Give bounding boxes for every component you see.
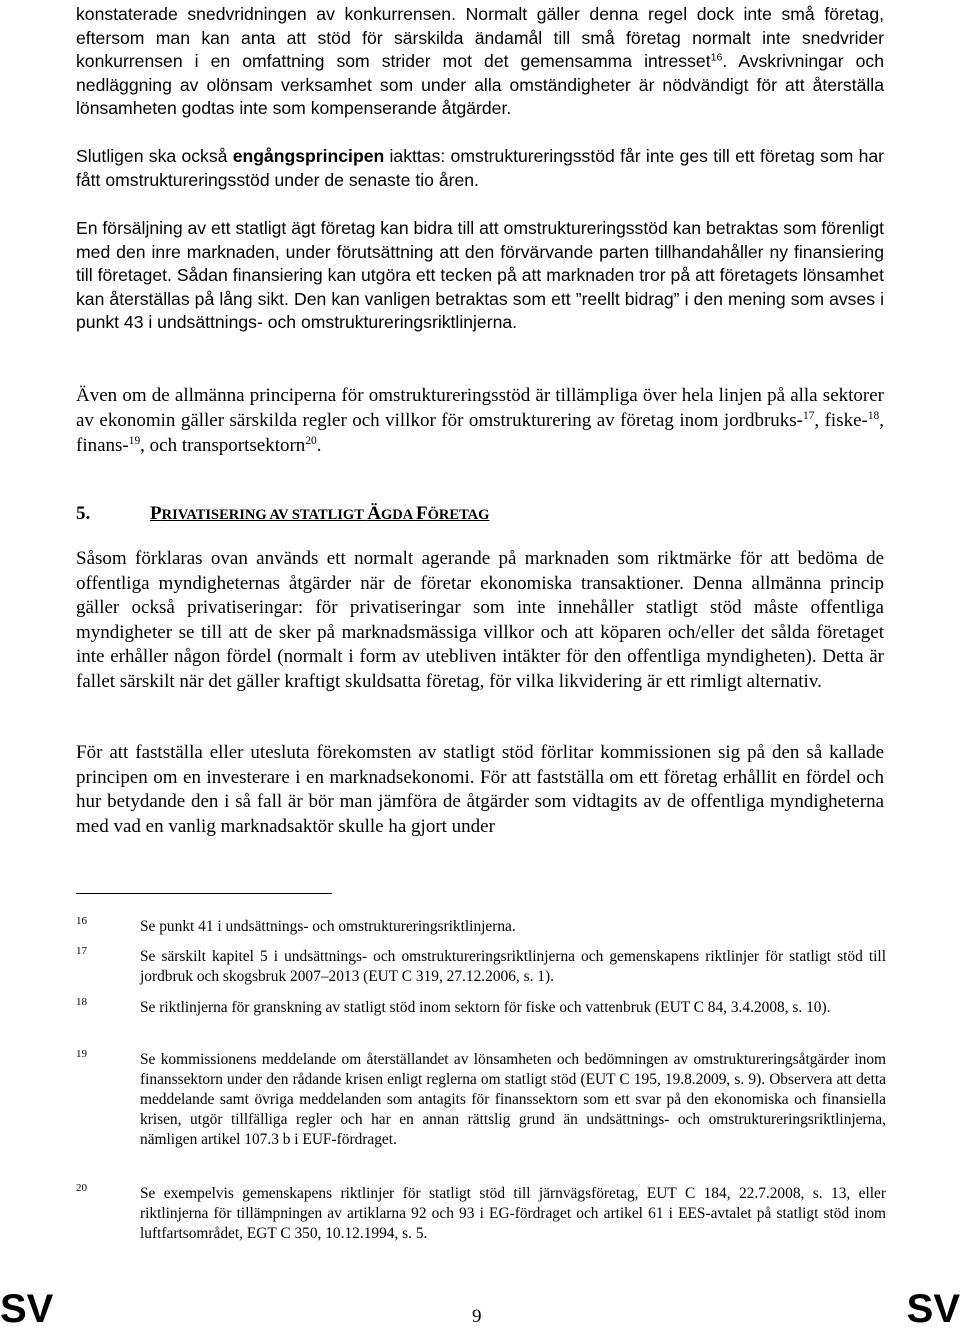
footnote-text: Se exempelvis gemenskapens riktlinjer för statligt stöd till järnvägsföretag, EUT C 184, 22.7.2008, s. 13, eller riktlinjerna för tillämpningen av artiklarna 92 och 93 i EG-fördraget och artikel 61 i EES-avtalet på statligt stöd inom luftfartsområdet, EGT C 350, 10.12.1994, s. 5. <box>140 1185 886 1242</box>
footnote-number: 19 <box>76 1048 87 1060</box>
paragraph-6: För att fastställa eller utesluta förekomsten av statligt stöd förlitar kommissionen sig på den så kallade principen om en investerare i en marknadsekonomi. För att fastställa om ett företag erhållit en fördel och hur betydande den i så fall är bör man jämföra de åtgärder som vidtagits av de offentliga myndigheterna med vad en vanlig marknadsaktör skulle ha gjort under <box>76 742 884 837</box>
paragraph-4: Även om de allmänna principerna för omstruktureringsstöd är tillämpliga över hela linjen på alla sektorer av ekonomin gäller särskilda regler och villkor för omstrukturering av företag inom jordbruks-$^{17}$, fiske-$^{18}$, finans-$^{19}$, och transportsektorn$^{20}$. <box>76 385 884 456</box>
footnote-text: Se riktlinjerna för granskning av statligt stöd inom sektorn för fiske och vattenbruk (EUT C 84, 3.4.2008, s. 10). <box>140 999 831 1016</box>
footnote-number: 18 <box>76 996 87 1008</box>
paragraph-2: Slutligen ska också engångsprincipen iakttas: omstruktureringsstöd får inte ges till ett företag som har fått omstruktureringsstöd under de senaste tio åren. <box>76 146 884 190</box>
page-number: 9 <box>472 1306 482 1327</box>
footnote-number: 16 <box>76 915 87 927</box>
footnote-divider <box>76 893 332 894</box>
footnote-ref-17: 17 <box>803 410 815 423</box>
section-title: PRIVATISERING AV STATLIGT ÄGDA FÖRETAG <box>150 503 490 524</box>
paragraph-1: konstaterade snedvridningen av konkurrensen. Normalt gäller denna regel dock inte små företag, eftersom man kan anta att stöd för särskilda ändamål till små företag normalt inte snedvrider konkurrensen i en omfattning som strider mot det gemensamma intresset$^{16}$. Avskrivningar och nedläggning av olönsam verksamhet som under alla omständigheter är nödvändigt för att återställa lönsamheten godtas inte som kompenserande åtgärder. <box>76 4 884 118</box>
footnote-text: Se punkt 41 i undsättnings- och omstruktureringsriktlinjerna. <box>140 918 516 935</box>
section-heading <box>76 502 884 527</box>
section-number: 5. <box>76 503 91 524</box>
footnote-text: Se särskilt kapitel 5 i undsättnings- och omstruktureringsriktlinjerna och gemenskapens riktlinjer för statligt stöd till jordbruk och skogsbruk 2007–2013 (EUT C 319, 27.12.2006, s. 1). <box>140 948 886 985</box>
footnote-number: 20 <box>76 1182 87 1194</box>
footnote-ref-19: 19 <box>128 435 141 448</box>
emphasized-term: engångsprincipen <box>232 146 385 166</box>
language-code-left: SV <box>0 1287 54 1331</box>
paragraph-5: Såsom förklaras ovan används ett normalt agerande på marknaden som riktmärke för att bedöma de offentliga myndigheternas åtgärder när de företar ekonomiska transaktioner. Denna allmänna princip gäller också privatiseringar: för privatiseringar som inte innehåller statligt stöd måste offentliga myndigheter se till att de sker på marknadsmässiga villkor och att köparen och/eller det sålda företaget inte erhåller någon fördel (normalt i form av utebliven intäkter för den offentliga myndigheten). Detta är fallet särskilt när det gäller kraftigt skuldsatta företag, för vilka likvidering är ett rimligt alternativ. <box>76 548 884 692</box>
footnote-ref-18: 18 <box>867 410 880 423</box>
footnote-number: 17 <box>76 945 87 957</box>
paragraph-3: En försäljning av ett statligt ägt företag kan bidra till att omstruktureringsstöd kan betraktas som förenligt med den inre marknaden, under förutsättning att den förvärvande parten tillhandahåller ny finansiering till företaget. Sådan finansiering kan utgöra ett tecken på att marknaden tror på att företagets lönsamhet kan återställas på lång sikt. Den kan vanligen betraktas som ett ”reellt bidrag” i den mening som avses i punkt 43 i undsättnings- och omstruktureringsriktlinjerna. <box>76 218 884 332</box>
language-code-right: SV <box>906 1287 960 1331</box>
footnote-ref-20: 20 <box>305 435 317 448</box>
footnote-ref-16: 16 <box>710 51 723 64</box>
footnote-text: Se kommissionens meddelande om återställandet av lönsamheten och bedömningen av omstruktureringsåtgärder inom finanssektorn under den rådande krisen enligt reglerna om statligt stöd (EUT C 195, 19.8.2009, s. 9). Observera att detta meddelande samt övriga meddelanden som antagits för finanssektorn som ett svar på den ekonomiska och finansiella krisen, utgör tillfälliga regler och har en annan rättslig grund än undsättnings- och omstruktureringsriktlinjerna, nämligen artikel 107.3 b i EUF-fördraget. <box>140 1051 886 1148</box>
